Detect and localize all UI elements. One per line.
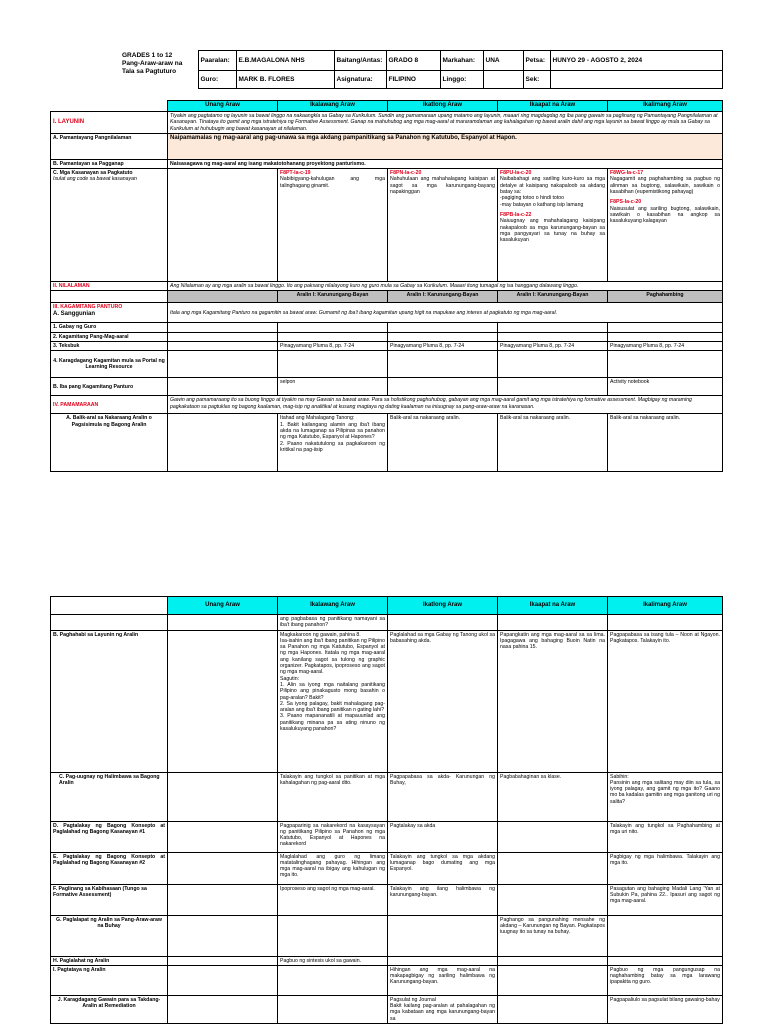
row-cell xyxy=(278,995,388,1023)
row-cell: Papangkatin ang mga mag-aaral sa sa lima. Ipagagawa ang bahaging Buoin Natin na nasa pahina 15. xyxy=(498,630,608,772)
section-label: Sek: xyxy=(523,71,550,89)
mk-day3 xyxy=(388,169,498,282)
cell xyxy=(51,615,168,631)
teksbuk-label: 3. Teksbuk xyxy=(51,342,168,351)
mk-text: Naibabahagi ang sariling kuro-kuro sa mga detalye at kaisipang nakapaloob sa akdang batay sa: -pagiging totoo o hindi totoo -may batayan o kathang isip lamang xyxy=(500,176,605,208)
nilalaman-day3: Aralin I: Karunungang-Bayan xyxy=(388,291,498,303)
row-label: E. Pagtalakay ng Bagong Konsepto at Paglalahad ng Bagong Kasanayan #2 xyxy=(51,852,168,884)
balikaral-day2: Itahad ang Mahalagang Tanong: 1. Bakit kailangang alamin ang iba't ibang akda na lumaganap sa Pilipinas sa panahon ng mga Katutubo, Espanyol at Hapones? 2. Paano nakatutulong sa pagkakaroon ng kritikal na pag-iisip xyxy=(278,414,388,472)
mk-text: Nagagamit ang paghahambing sa pagbuo ng alinman sa bugtong, salawikain, sawikain o kasabihan (eupemistikong pahayag) xyxy=(610,176,720,196)
nilalaman-text: Ang Nilalaman ay ang mga aralin sa bawat linggo. Ito ang paksang nilalayong kuro ng guro mula sa Gabay sa Kurikulum. Maaari itong tumagal ng isa hanggang dalawang linggo. xyxy=(168,282,723,291)
balikaral-day5: Balik-aral sa nakaraang aralin. xyxy=(608,414,723,472)
mk-text: Nabibigyang-kahulugan ang mga talinghagang ginamit. xyxy=(280,176,385,189)
iba-day4 xyxy=(498,378,608,396)
nilalaman-day5: Paghahambing xyxy=(608,291,723,303)
row-cell xyxy=(608,956,723,965)
row-cell: Paghango sa pangunahing mensahe ng akdang – Karunungan ng Bayan. Pagkatapos iuugnay ito sa tunay na buhay. xyxy=(498,915,608,956)
kp-label-cell xyxy=(51,303,168,323)
pp-label: B. Pamantayan sa Pagganap xyxy=(51,159,168,168)
row-cell: Maglalahad ang guro ng limang matatalinghagang pahayag. Hihingan ang mga mag-aaral na ibigay ang kahulugan ng mga ito. xyxy=(278,852,388,884)
quarter-value: UNA xyxy=(483,51,523,71)
day-header-3: Ikatlong Araw xyxy=(388,597,498,615)
cell xyxy=(608,351,723,378)
pamamaraan-label: IV. PAMAMARAAN xyxy=(51,396,168,414)
row-cell: Pagbigay ng mga halimbawa. Talakayin ang mga ito. xyxy=(608,852,723,884)
mk-code-2: F8PB-Ia-c-22 xyxy=(500,211,532,218)
section-value xyxy=(550,71,722,89)
row-label: H. Paglalahat ng Aralin xyxy=(51,956,168,965)
cell xyxy=(168,615,278,631)
doc-title: GRADES 1 to 12 Pang-Araw-araw na Tala sa Pagtuturo xyxy=(50,51,198,89)
nilalaman-label: II. NILALAMAN xyxy=(51,282,168,291)
row-label: I. Pagtataya ng Aralin xyxy=(51,965,168,995)
balikaral-day4: Balik-aral sa nakaraang aralin. xyxy=(498,414,608,472)
mk-day2 xyxy=(278,169,388,282)
cell xyxy=(498,332,608,341)
row-cell: Paglalahad sa mga Gabay ng Tanong ukol sa babasahing akda. xyxy=(388,630,498,772)
mk-code: F8PT-Ia-c-19 xyxy=(280,170,311,177)
cell xyxy=(498,323,608,332)
row-cell: Talakayin ang tungkol sa mga akdang lumaganap bago dumating ang mga Espanyol. xyxy=(388,852,498,884)
cell xyxy=(278,332,388,341)
mk-code-2: F8PS-Ia-c-20 xyxy=(610,199,642,206)
day-header-1: Unang Araw xyxy=(168,101,278,112)
row-cell xyxy=(498,995,608,1023)
cell xyxy=(498,351,608,378)
row-cell: Pasagutan ang bahaging Madali Lang 'Yan at Subukin Pa, pahina 22.. Ipasuri ang sagot ng mga mag-aaral. xyxy=(608,884,723,915)
iba-pang-label: B. Iba pang Kagamitang Panturo xyxy=(51,378,168,396)
cell xyxy=(608,332,723,341)
cell xyxy=(498,615,608,631)
subject-value: FILIPINO xyxy=(386,71,440,89)
continued-text: ang pagbabasa ng panitikang namayani sa iba't ibang panahon? xyxy=(278,615,388,631)
day-header-5: Ikalimang Araw xyxy=(608,101,723,112)
balikaral-label: A. Balik-aral sa Nakaraang Aralin o Pagsisimula ng Bagong Aralin xyxy=(51,414,168,472)
mk-text-2: Naiuugnay ang mahahalagang kaisipang nakapaloob sa mga karunungang-bayan sa mga pangyayari sa tunay na buhay sa kasalukuyan xyxy=(500,218,605,244)
row-cell xyxy=(608,915,723,956)
cell xyxy=(168,821,278,852)
mk-text: Nahuhulaan ang mahahalagang kaisipan at sagot sa mga karunungang-bayang napakinggan xyxy=(390,176,495,196)
school-value: E.B.MAGALONA NHS xyxy=(236,51,334,71)
lesson-plan-table-page1 xyxy=(50,100,723,472)
cell xyxy=(168,630,278,772)
row-cell xyxy=(498,965,608,995)
mk-code: F8PU-Ia-c-20 xyxy=(500,170,532,177)
teksbuk-day4: Pinagyamang Pluma 8, pp. 7-24 xyxy=(498,342,608,351)
gabay-guro-label: 1. Gabay ng Guro xyxy=(51,323,168,332)
day-header-3: Ikatlong Araw xyxy=(388,101,498,112)
cell xyxy=(168,956,278,965)
teacher-label: Guro: xyxy=(198,71,236,89)
kp-text: Itala ang mga Kagamitang Panturo na gagamitin sa bawat araw. Gumamit ng iba't ibang kagamitan upang higit na mapukaw ang interes at pagkatuto ng mga mag-aaral. xyxy=(168,303,723,323)
mk-text-2: Naisusulat ang sariling bugtong, salawikain, sawikain o kasabihan na angkop sa kasalukuyang kalagayan xyxy=(610,205,720,225)
nilalaman-day2: Aralin I: Karunungang-Bayan xyxy=(278,291,388,303)
row-cell: Pagpaparinig sa nakarekord na kasaysayan ng panitikang Pilipino sa Panahon ng mga Katutubo, Espanyol at Hapones na nakarekord xyxy=(278,821,388,852)
teksbuk-day5: Pinagyamang Pluma 8, pp. 7-24 xyxy=(608,342,723,351)
level-value: GRADO 8 xyxy=(386,51,440,71)
nilalaman-day4: Aralin I: Karunungang-Bayan xyxy=(498,291,608,303)
pn-text: Naipamamalas ng mag-aaral ang pag-unawa sa mga akdang pampanitikang sa Panahon ng Katutubo, Espanyol at Hapon. xyxy=(168,133,723,159)
mk-day4 xyxy=(498,169,608,282)
cell xyxy=(168,323,278,332)
karagdagang-label: 4. Karagdagang Kagamitan mula sa Portal ng Learning Resource xyxy=(51,351,168,378)
mk-sub: Isulat ang code sa bawat kasanayan xyxy=(53,176,137,183)
day-header-2: Ikalawang Araw xyxy=(278,101,388,112)
iba-day3 xyxy=(388,378,498,396)
mk-day1 xyxy=(168,169,278,282)
cell xyxy=(608,323,723,332)
mk-label: C. Mga Kasanayan sa Pagkatuto xyxy=(53,170,133,177)
mk-code: F8PN-Ia-c-20 xyxy=(390,170,422,177)
row-cell: Talakayin ang tungkol sa panitikan at mga kahalagahan ng pag-aaral dito. xyxy=(278,772,388,821)
header-table xyxy=(50,50,723,89)
mk-label-cell xyxy=(51,169,168,282)
pamamaraan-text: Gawin ang pamamaraang ito sa buong linggo at tiyakin na may Gawain sa bawat araw. Para sa holistikong paghuhubog, gabayan ang mga mag-aaral gamit ang mga istratehiya ng formative assessment. Magbigay ng maraming pagkakataon sa pagtuklas ng bagong kaalaman, mag-isip ng analitikal at kusang magtaya ng dating kaalaman na iniuugnay sa pang-araw-araw na karanasan. xyxy=(168,396,723,414)
teksbuk-day1 xyxy=(168,342,278,351)
iba-day5: Activity notebook xyxy=(608,378,723,396)
cell xyxy=(168,772,278,821)
cell xyxy=(168,332,278,341)
row-label: F. Paglinang sa Kabihasaan (Tungo sa Formative Assessment) xyxy=(51,884,168,915)
week-value xyxy=(483,71,523,89)
row-label: B. Paghahabi sa Layunin ng Aralin xyxy=(51,630,168,772)
iba-day1 xyxy=(168,378,278,396)
row-cell: Talakayin ang tungkol sa Paghahambing at mga uri nito. xyxy=(608,821,723,852)
level-label: Baitang/Antas: xyxy=(334,51,386,71)
day-header-5: Ikalimang Araw xyxy=(608,597,723,615)
layunin-label: I. LAYUNIN xyxy=(51,112,168,134)
teksbuk-day2: Pinagyamang Pluma 8, pp. 7-24 xyxy=(278,342,388,351)
row-cell xyxy=(388,956,498,965)
row-cell: Talakayin ang ilang halimbawa ng karunungang-bayan. xyxy=(388,884,498,915)
row-cell: Sabihin: Pansinin ang mga salitang may diin sa tula, sa iyong palagay, ang gamit ng mga ito? Gaano mo ba kadalas gamitin ang mga ganitong uri ng salita? xyxy=(608,772,723,821)
mk-code: F8WG-Ia-c-17 xyxy=(610,170,644,177)
row-cell: Pagtalakay sa akda xyxy=(388,821,498,852)
pp-text: Naisasagawa ng mag-aaral ang isang makatotohanang proyektong panturismo. xyxy=(168,159,723,168)
row-label: G. Paglalapat ng Aralin sa Pang-Araw-araw na Buhay xyxy=(51,915,168,956)
teksbuk-day3: Pinagyamang Pluma 8, pp. 7-24 xyxy=(388,342,498,351)
cell xyxy=(168,965,278,995)
cell xyxy=(168,915,278,956)
cell xyxy=(388,332,498,341)
pn-label: A. Pamantayang Pangnilalaman xyxy=(51,133,168,159)
cell xyxy=(388,615,498,631)
row-cell xyxy=(498,884,608,915)
day-header-4: Ikaapat na Araw xyxy=(498,101,608,112)
corner-cell xyxy=(51,597,168,615)
subject-label: Asignatura: xyxy=(334,71,386,89)
date-value: HUNYO 29 - AGOSTO 2, 2024 xyxy=(550,51,722,71)
kagamitan-ma-label: 2. Kagamitang Pang-Mag-aaral xyxy=(51,332,168,341)
cell xyxy=(168,351,278,378)
cell xyxy=(168,995,278,1023)
date-label: Petsa: xyxy=(523,51,550,71)
row-cell xyxy=(278,915,388,956)
row-cell: Pagsulat ng Journal Bakit kailang pag-aralan at pahalagahan ng mga kabataan ang mga karunungang-bayan sa xyxy=(388,995,498,1023)
row-cell: Pagbabahaginan sa klase. xyxy=(498,772,608,821)
row-cell xyxy=(278,965,388,995)
row-cell xyxy=(498,852,608,884)
kp-label: III. KAGAMITANG PANTURO xyxy=(53,304,123,311)
cell xyxy=(168,884,278,915)
cell xyxy=(388,323,498,332)
row-cell xyxy=(388,915,498,956)
cell xyxy=(278,351,388,378)
row-cell: Pagpapabasa sa akda- Karunungan ng Buhay, xyxy=(388,772,498,821)
row-cell: Hihingan ang mga mag-aaral na makapagbigay ng sariling halimbawa ng Karunungang-bayan. xyxy=(388,965,498,995)
mk-day5 xyxy=(608,169,723,282)
week-label: Linggo: xyxy=(440,71,483,89)
quarter-label: Markahan: xyxy=(440,51,483,71)
row-label: C. Pag-uugnay ng Halimbawa sa Bagong Aralin xyxy=(51,772,168,821)
row-cell xyxy=(498,956,608,965)
row-cell: Ipoproseso ang sagot ng mga mag-aaral. xyxy=(278,884,388,915)
iba-day2: selpon xyxy=(278,378,388,396)
cell xyxy=(608,615,723,631)
school-label: Paaralan: xyxy=(198,51,236,71)
sanggunian-label: A. Sanggunian xyxy=(53,310,95,317)
day-header-1: Unang Araw xyxy=(168,597,278,615)
balikaral-day1 xyxy=(168,414,278,472)
row-cell: Pagpapabasa sa isang tula – Noon at Ngayon. Pagkatapos. Talakayin ito. xyxy=(608,630,723,772)
day-header-2: Ikalawang Araw xyxy=(278,597,388,615)
row-cell: Pagbuo ng mga pangungusap na naghahambing batay sa mga larawang ipapakita ng guro. xyxy=(608,965,723,995)
row-cell: Pagpapaliulo sa pagsulat bilang gawaing-bahay xyxy=(608,995,723,1023)
row-cell xyxy=(498,821,608,852)
row-label: J. Karagdagang Gawain para sa Takdang-Aralin at Remediation xyxy=(51,995,168,1023)
lesson-plan-table-page2 xyxy=(50,596,723,1024)
balikaral-day3: Balik-aral sa nakaraang aralin. xyxy=(388,414,498,472)
layunin-text: Tiyakin ang pagtatamo ng layunin sa bawat linggo na nakaangkla sa Gabay sa Kurikulum. Sundin ang pamamaraan upang matamo ang layunin, maaari ring magdagdag ng iba pang gawain sa paglinang ng Pamantayang Pangnilalaman at Kasanayan. Tinataya ito gamit ang mga istratehiya ng Formative Assessment. Ganap na mahuhubog ang mga mag-aaral at mararamdaman ang kahalagahan ng bawat aralin dahil ang mga layunin sa bawat linggo ay mula sa Gabay sa Kurikulum at huhubugin ang bawat kasanayan at nilalaman. xyxy=(168,112,723,134)
row-label: D. Pagtalakay ng Bagong Konsepto at Paglalahad ng Bagong Kasanayan #1 xyxy=(51,821,168,852)
teacher-value: MARK B. FLORES xyxy=(236,71,334,89)
cell xyxy=(388,351,498,378)
day-header-4: Ikaapat na Araw xyxy=(498,597,608,615)
row-cell: Magkakaroon ng gawain, pahina 8. Isa-isahin ang iba't ibang panitikan ng Pilipino sa Panahon ng mga Katutubo, Espanyol at ng mga Hapones. Itatala ng mga mag-aaral ang kanilang sagot sa tulong ng graphic organizer. Pagkatapos, ipoproseso ang sagot ng mga mag-aaral. Sagutin: 1. Alin sa iyong mga naitalang panitikang Pilipino ang pinakagusto mong basahin o pag-aralan? Bakit? 2. Sa iyong palagay, bakit mahalagang pag-aralan ang iba't ibang panitikan n gating lahi? 3. Paano mapananatili at mapauunlad ang panitikang minana pa sa ating ninuno ng kasalukuyang panahon? xyxy=(278,630,388,772)
cell xyxy=(168,852,278,884)
nilalaman-day1 xyxy=(168,291,278,303)
row-cell: Pagbuo ng sintesis ukol sa gawain. xyxy=(278,956,388,965)
cell xyxy=(278,323,388,332)
nilalaman-blank xyxy=(51,291,168,303)
